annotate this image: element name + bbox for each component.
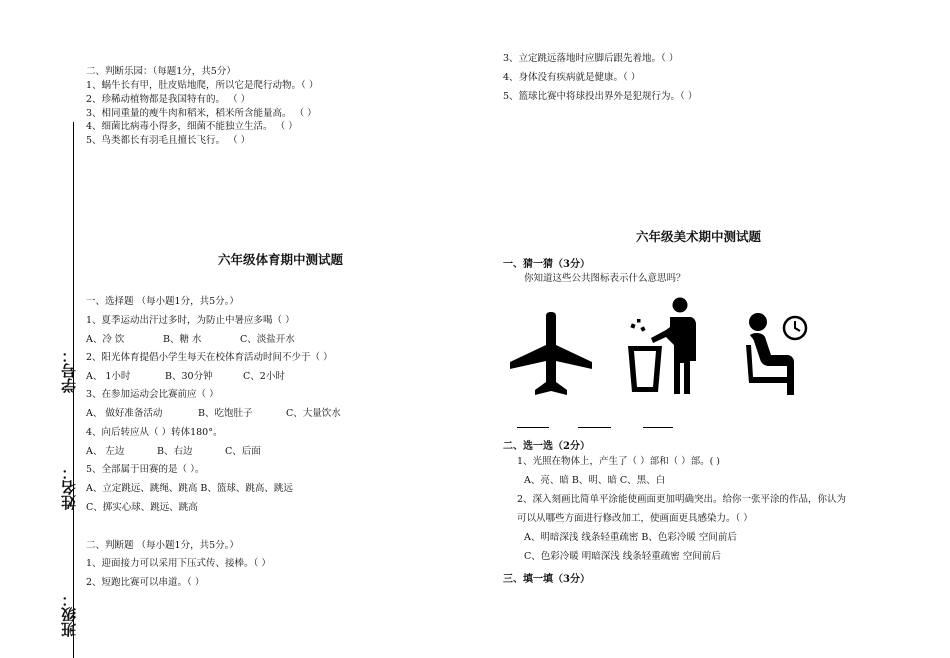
answer-blank-3[interactable] bbox=[643, 427, 673, 428]
question-item: 1、光照在物体上，产生了（ ）部和（ ）部。( ) bbox=[517, 456, 721, 467]
question-item: 1、蜗牛长有甲，肚皮贴地爬，所以它是爬行动物。（ ） bbox=[86, 80, 319, 91]
question-item: 2、深入刻画比简单平涂能使画面更加明确突出。给你一张平涂的作品，你认为 bbox=[517, 494, 847, 505]
trash-bin-icon bbox=[626, 297, 702, 395]
question-item: 1、迎面接力可以采用下压式传、接棒。（ ） bbox=[86, 558, 271, 569]
question-item: 3、在参加运动会比赛前应（ ） bbox=[86, 389, 219, 400]
airplane-icon bbox=[508, 312, 594, 396]
question-item: 4、细菌比病毒小得多，细菌不能独立生活。 （ ） bbox=[86, 121, 298, 132]
section-heading: 二、选一选（2分） bbox=[503, 441, 590, 452]
waiting-seat-icon bbox=[744, 311, 810, 397]
option-c: C、掷实心球、跳远、跳高 bbox=[86, 502, 198, 513]
question-item: 5、篮球比赛中将球投出界外是犯规行为。（ ） bbox=[503, 91, 698, 102]
section-heading: 三、填一填（3分） bbox=[503, 574, 590, 585]
student-number-label: 学号： bbox=[60, 348, 78, 393]
option-c: C、2小时 bbox=[243, 371, 285, 382]
option-a: A、 1小时 bbox=[86, 371, 131, 382]
question-item: 1、夏季运动出汗过多时，为防止中暑应多喝（ ） bbox=[86, 315, 295, 326]
question-item: 3、立定跳远落地时应脚后跟先着地。（ ） bbox=[503, 53, 679, 64]
option-a: A、 做好准备活动 bbox=[86, 408, 163, 419]
answer-blank-1[interactable] bbox=[517, 427, 549, 428]
question-item: 2、阳光体育提倡小学生每天在校体育活动时间不少于（ ） bbox=[86, 352, 333, 363]
option-c: C、淡盐开水 bbox=[240, 334, 295, 345]
option-a: A、冷 饮 bbox=[86, 334, 125, 345]
option-ab: A、立定跳远、跳绳、跳高 B、篮球、跳高、跳远 bbox=[86, 483, 293, 494]
option-row: C、色彩冷暖 明暗深浅 线条轻重疏密 空间前后 bbox=[524, 551, 721, 562]
question-item: 5、鸟类都长有羽毛且擅长飞行。 （ ） bbox=[86, 135, 251, 146]
section-heading: 二、判断乐园：（每题1分，共5分） bbox=[86, 66, 236, 77]
section-heading: 一、选择题 （每小题1分，共5分。） bbox=[86, 296, 239, 307]
class-label: 班级： bbox=[60, 592, 78, 637]
question-item: 4、身体没有疾病就是健康。（ ） bbox=[503, 72, 641, 83]
option-b: B、吃饱肚子 bbox=[198, 408, 253, 419]
option-b: B、右边 bbox=[157, 446, 193, 457]
option-row: A、亮、暗 B、明、暗 C、黑、白 bbox=[524, 475, 666, 486]
answer-blank-2[interactable] bbox=[578, 427, 611, 428]
option-row: A、明暗深浅 线条轻重疏密 B、色彩冷暖 空间前后 bbox=[524, 532, 737, 543]
option-b: B、糖 水 bbox=[163, 334, 202, 345]
question-item: 3、相同重量的瘦牛肉和稻米，稻米所含能量高。 （ ） bbox=[86, 108, 317, 119]
option-c: C、大量饮水 bbox=[286, 408, 341, 419]
question-item: 2、珍稀动植物都是我国特有的。 （ ） bbox=[86, 94, 251, 105]
question-item: 5、全部属于田赛的是（ ）。 bbox=[86, 464, 205, 475]
option-c: C、后面 bbox=[225, 446, 261, 457]
question-item: 4、向后转应从（ ）转体180°。 bbox=[86, 427, 223, 438]
question-item: 2、短跑比赛可以串道。（ ） bbox=[86, 577, 205, 588]
pe-exam-title: 六年级体育期中测试题 bbox=[218, 252, 344, 267]
section-heading: 二、判断题 （每小题1分，共5分。） bbox=[86, 540, 239, 551]
question-item-continued: 可以从哪些方面进行修改加工，使画面更具感染力。（ ） bbox=[517, 513, 753, 524]
option-a: A、 左边 bbox=[86, 446, 125, 457]
option-b: B、30分钟 bbox=[165, 371, 213, 382]
question-prompt: 你知道这些公共图标表示什么意思吗？ bbox=[524, 273, 686, 284]
art-exam-title: 六年级美术期中测试题 bbox=[636, 229, 762, 244]
student-name-label: 姓名： bbox=[60, 465, 78, 510]
section-heading: 一、猜一猜（3分） bbox=[503, 259, 590, 270]
